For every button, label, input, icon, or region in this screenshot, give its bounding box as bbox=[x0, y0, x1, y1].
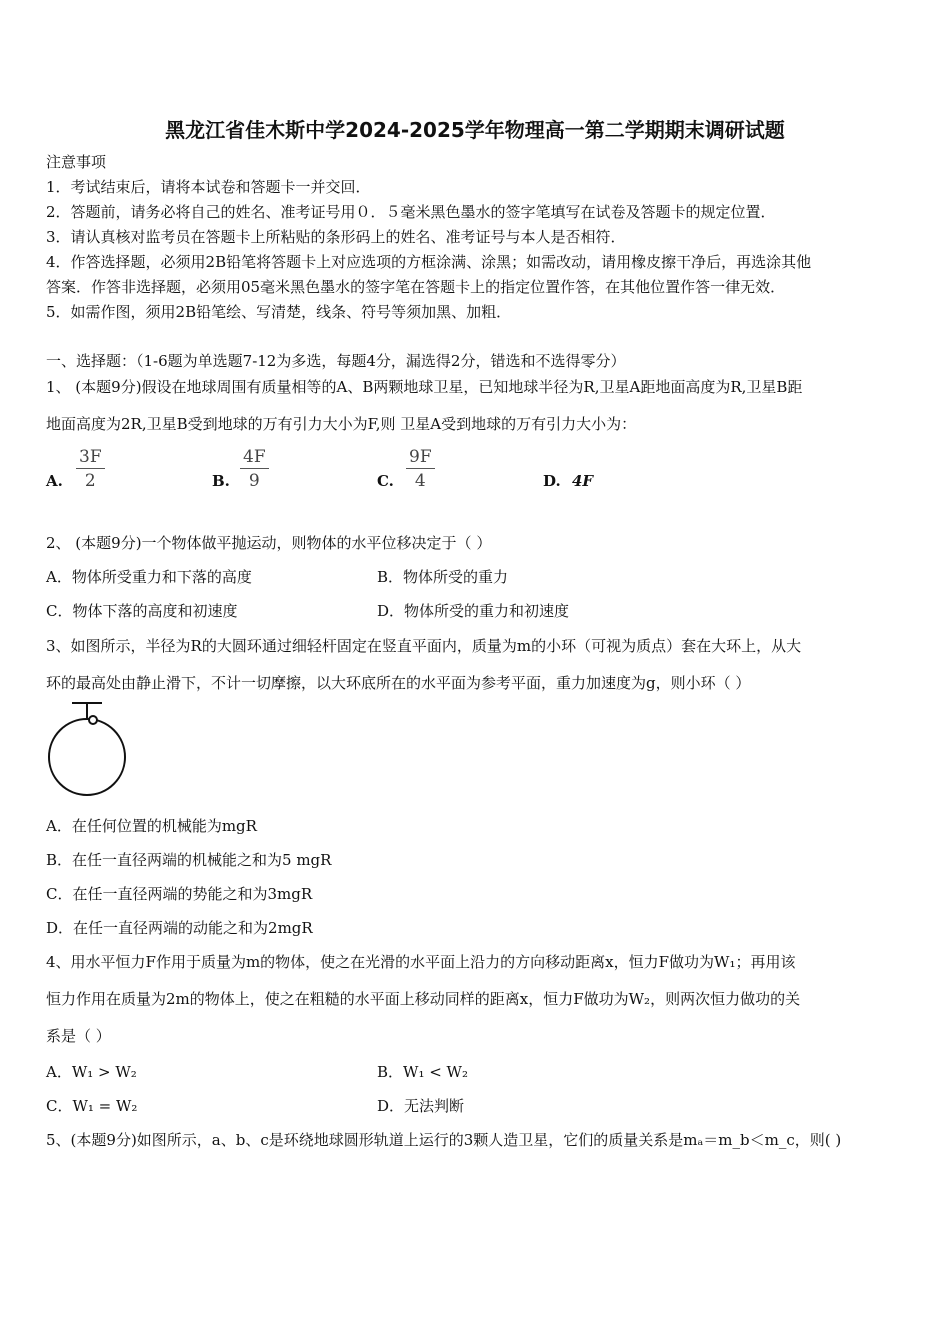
q2-stem: 2、 (本题9分)一个物体做平抛运动，则物体的水平位移决定于（ ） bbox=[46, 534, 492, 552]
q1-stem-line1: 1、 (本题9分)假设在地球周围有质量相等的A、B两颗地球卫星，已知地球半径为R,卫星A距地面高度为R,卫星B距 bbox=[46, 378, 803, 396]
fraction-numerator: 9F bbox=[406, 446, 435, 469]
q1-stem-line2: 地面高度为2R,卫星B受到地球的万有引力大小为F,则 卫星A受到地球的万有引力大小为： bbox=[46, 415, 637, 433]
notice-item: 答案．作答非选择题，必须用05毫米黑色墨水的签字笔在答题卡上的指定位置作答，在其他位置作答一律无效． bbox=[46, 278, 786, 296]
q4-stem-line1: 4、用水平恒力F作用于质量为m的物体，使之在光滑的水平面上沿力的方向移动距离x，恒力F做功为W₁；再用该 bbox=[46, 953, 796, 971]
q1-option-b-label: B. bbox=[212, 472, 230, 490]
q1-option-c-label: C. bbox=[377, 472, 394, 490]
q3-stem-line1: 3、如图所示，半径为R的大圆环通过细轻杆固定在竖直平面内，质量为m的小环（可视为质点）套在大环上，从大 bbox=[46, 637, 802, 655]
fraction-denominator: 4 bbox=[414, 471, 426, 491]
fraction-denominator: 2 bbox=[84, 471, 96, 491]
fraction-numerator: 3F bbox=[76, 446, 105, 469]
small-ring bbox=[89, 716, 97, 724]
notice-item: 4．作答选择题，必须用2B铅笔将答题卡上对应选项的方框涂满、涂黑；如需改动，请用橡皮擦干净后，再选涂其他 bbox=[46, 253, 812, 271]
fraction-denominator: 9 bbox=[248, 471, 260, 491]
section-heading: 一、选择题：（1-6题为单选题7-12为多选，每题4分，漏选得2分，错选和不选得零分） bbox=[46, 352, 626, 370]
q4-stem-line2: 恒力作用在质量为2m的物体上，使之在粗糙的水平面上移动同样的距离x，恒力F做功为W₂，则两次恒力做功的关 bbox=[46, 990, 801, 1008]
fraction-numerator: 4F bbox=[240, 446, 269, 469]
q2-option-d: D．物体所受的重力和初速度 bbox=[377, 602, 570, 620]
q1-option-d-text: 4F bbox=[572, 472, 594, 490]
notice-item: 1．考试结束后，请将本试卷和答题卡一并交回． bbox=[46, 178, 371, 196]
q4-option-d: D．无法判断 bbox=[377, 1097, 465, 1115]
q1-option-b-fraction bbox=[240, 446, 269, 493]
page-title: 黑龙江省佳木斯中学2024-2025学年物理高一第二学期期末调研试题 bbox=[165, 118, 785, 142]
q3-option-c: C．在任一直径两端的势能之和为3mgR bbox=[46, 885, 313, 903]
q3-option-a: A．在任何位置的机械能为mgR bbox=[46, 817, 257, 835]
q2-option-a: A．物体所受重力和下落的高度 bbox=[46, 568, 252, 586]
notice-item: 2．答题前，请务必将自己的姓名、准考证号用０．５毫米黑色墨水的签字笔填写在试卷及答题卡的规定位置． bbox=[46, 203, 776, 221]
q4-stem-line3: 系是（ ） bbox=[46, 1027, 111, 1045]
q4-option-b: B．W₁ < W₂ bbox=[377, 1063, 468, 1081]
q1-option-a-fraction bbox=[76, 446, 105, 493]
q4-option-a: A．W₁ > W₂ bbox=[46, 1063, 137, 1081]
q3-stem-line2: 环的最高处由静止滑下，不计一切摩擦，以大环底所在的水平面为参考平面，重力加速度为g，则小环（ ） bbox=[46, 674, 751, 692]
notice-item: 3．请认真核对监考员在答题卡上所粘贴的条形码上的姓名、准考证号与本人是否相符． bbox=[46, 228, 626, 246]
q4-option-c: C．W₁ = W₂ bbox=[46, 1097, 138, 1115]
q1-option-d-label: D. bbox=[543, 472, 561, 490]
q1-option-a-label: A. bbox=[46, 472, 63, 490]
notice-item: 5．如需作图，须用2B铅笔绘、写清楚，线条、符号等须加黑、加粗． bbox=[46, 303, 512, 321]
q2-option-c: C．物体下落的高度和初速度 bbox=[46, 602, 238, 620]
q3-option-b: B．在任一直径两端的机械能之和为5 mgR bbox=[46, 851, 332, 869]
q1-option-c-fraction bbox=[406, 446, 435, 493]
q5-stem-line1: 5、(本题9分)如图所示，a、b、c是环绕地球圆形轨道上运行的3颗人造卫星，它们的质量关系是mₐ＝m_b＜m_c，则( ) bbox=[46, 1131, 842, 1149]
q2-option-b: B．物体所受的重力 bbox=[377, 568, 509, 586]
ring-diagram bbox=[44, 700, 130, 798]
large-ring bbox=[49, 719, 125, 795]
notice-heading: 注意事项 bbox=[46, 153, 107, 171]
q3-option-d: D．在任一直径两端的动能之和为2mgR bbox=[46, 919, 313, 937]
